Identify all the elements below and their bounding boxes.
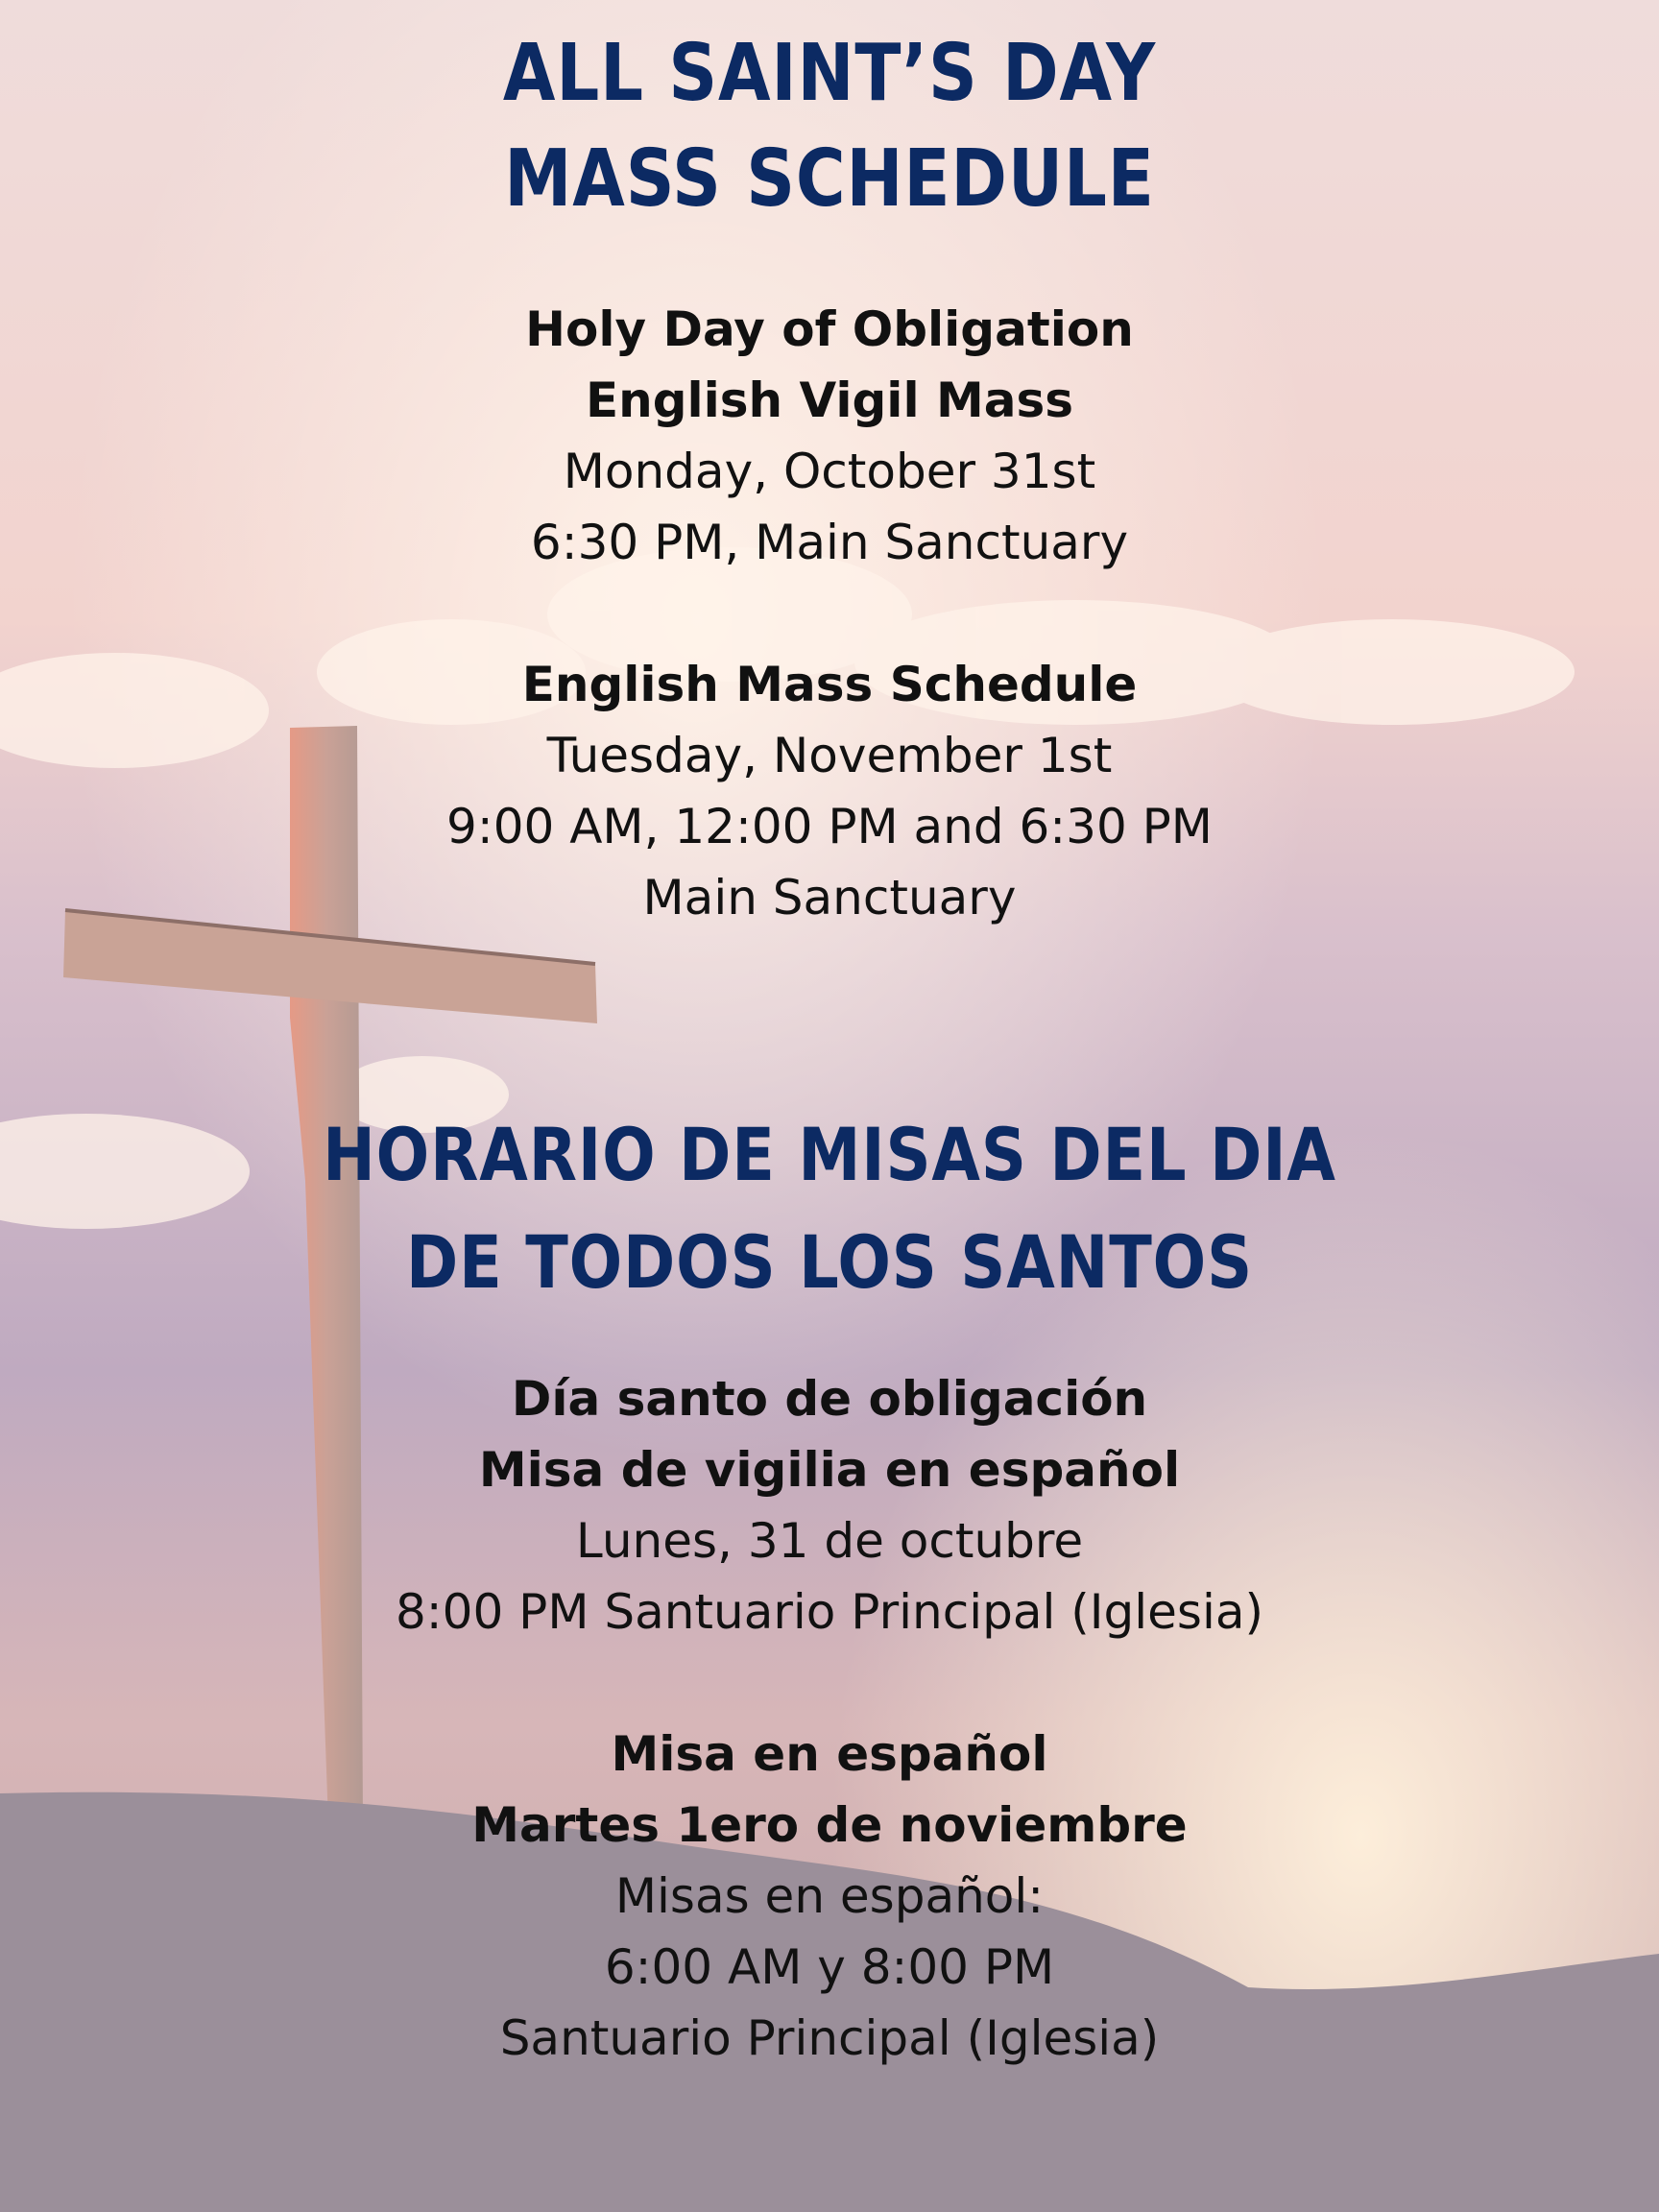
misa-espanol-label: Misa en español	[611, 1726, 1048, 1782]
english-title-line1: ALL SAINT’S DAY	[502, 28, 1157, 119]
spanish-title-line1: HORARIO DE MISAS DEL DIA	[323, 1112, 1336, 1197]
holy-day-label: Holy Day of Obligation	[525, 301, 1134, 357]
spanish-schedule-label: Misas en español:	[614, 1868, 1045, 1924]
spanish-schedule-place: Santuario Principal (Iglesia)	[499, 2010, 1160, 2066]
english-vigil-section	[0, 294, 1659, 578]
english-vigil-label: English Vigil Mass	[585, 373, 1074, 428]
english-schedule-title: English Mass Schedule	[521, 657, 1138, 712]
spanish-vigil-time: 8:00 PM Santuario Principal (Iglesia)	[396, 1584, 1263, 1640]
spanish-schedule-section	[0, 1719, 1659, 2074]
spanish-vigil-section	[0, 1363, 1659, 1647]
english-schedule-times: 9:00 AM, 12:00 PM and 6:30 PM	[446, 799, 1213, 854]
english-vigil-time: 6:30 PM, Main Sanctuary	[530, 515, 1129, 570]
english-schedule-date: Tuesday, November 1st	[546, 728, 1113, 783]
dia-santo-label: Día santo de obligación	[511, 1371, 1148, 1427]
spanish-vigil-date: Lunes, 31 de octubre	[575, 1513, 1084, 1569]
spanish-vigil-label: Misa de vigilia en español	[478, 1442, 1181, 1498]
english-schedule-place: Main Sanctuary	[642, 870, 1017, 926]
english-schedule-section	[0, 649, 1659, 933]
english-title-line2: MASS SCHEDULE	[504, 133, 1155, 225]
spanish-title-line2: DE TODOS LOS SANTOS	[405, 1219, 1254, 1305]
spanish-schedule-date: Martes 1ero de noviembre	[471, 1797, 1188, 1853]
spanish-schedule-times: 6:00 AM y 8:00 PM	[604, 1939, 1055, 1995]
english-vigil-date: Monday, October 31st	[563, 444, 1096, 499]
